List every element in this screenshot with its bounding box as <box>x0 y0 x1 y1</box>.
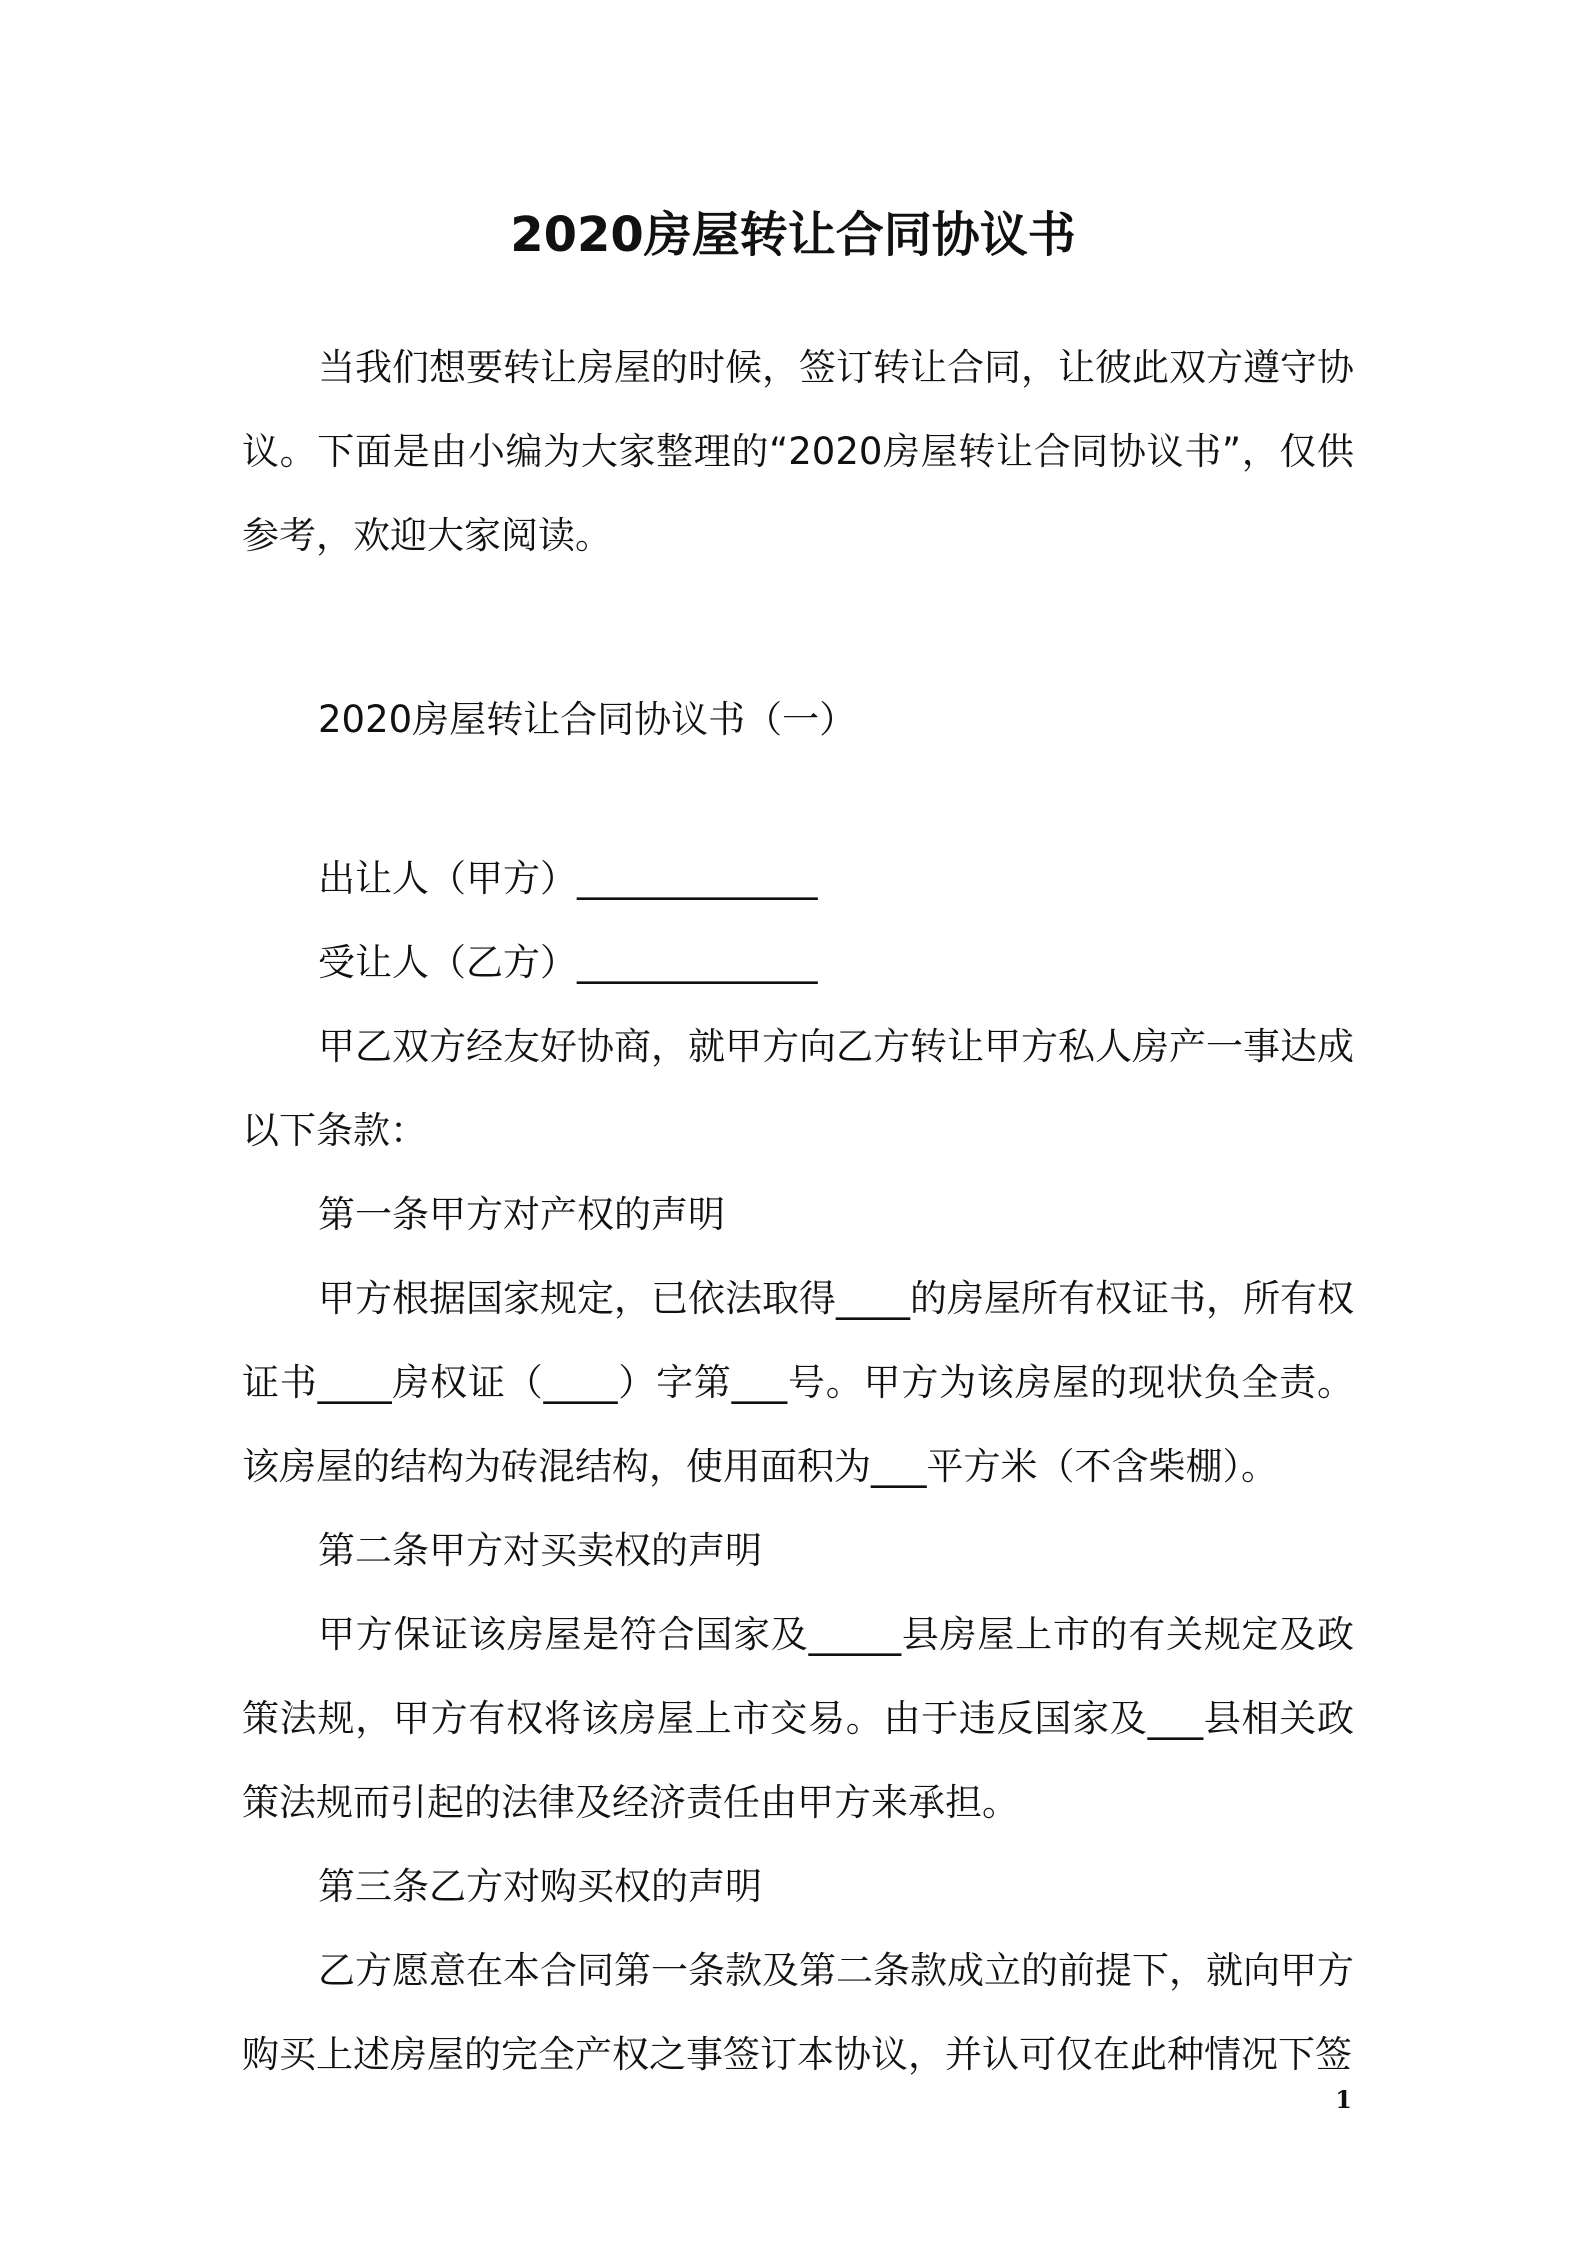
article-2-body: 甲方保证该房屋是符合国家及_____县房屋上市的有关规定及政策法规，甲方有权将该房屋上市交易。由于违反国家及___县相关政策法规而引起的法律及经济责任由甲方来承担。 <box>242 1613 1354 1824</box>
article-3-body: 乙方愿意在本合同第一条款及第二条款成立的前提下，就向甲方购买上述房屋的完全产权之事签订本协议，并认可仅在此种情况下签 <box>242 1949 1354 2076</box>
document-title: 2020房屋转让合同协议书 <box>510 207 1076 263</box>
spacer <box>242 762 1354 837</box>
party-a-line: 出让人（甲方）_____________ <box>318 857 818 900</box>
spacer <box>242 578 1354 678</box>
section-heading: 2020房屋转让合同协议书（一） <box>318 698 857 741</box>
article-3-title: 第三条乙方对购买权的声明 <box>318 1865 762 1908</box>
intro-paragraph: 当我们想要转让房屋的时候，签订转让合同，让彼此双方遵守协议。下面是由小编为大家整理的“2020房屋转让合同协议书”，仅供参考，欢迎大家阅读。 <box>242 346 1354 557</box>
article-1-title: 第一条甲方对产权的声明 <box>318 1193 725 1236</box>
preamble-paragraph: 甲乙双方经友好协商，就甲方向乙方转让甲方私人房产一事达成以下条款： <box>242 1025 1354 1152</box>
party-b-line: 受让人（乙方）_____________ <box>318 941 818 984</box>
page-number: 1 <box>1335 2085 1352 2114</box>
article-2-title: 第二条甲方对买卖权的声明 <box>318 1529 762 1572</box>
document-body <box>242 326 1354 2097</box>
article-1-body: 甲方根据国家规定，已依法取得____的房屋所有权证书，所有权证书____房权证（____）字第___号。甲方为该房屋的现状负全责。该房屋的结构为砖混结构，使用面积为___平方米（不含柴棚）。 <box>242 1277 1354 1488</box>
